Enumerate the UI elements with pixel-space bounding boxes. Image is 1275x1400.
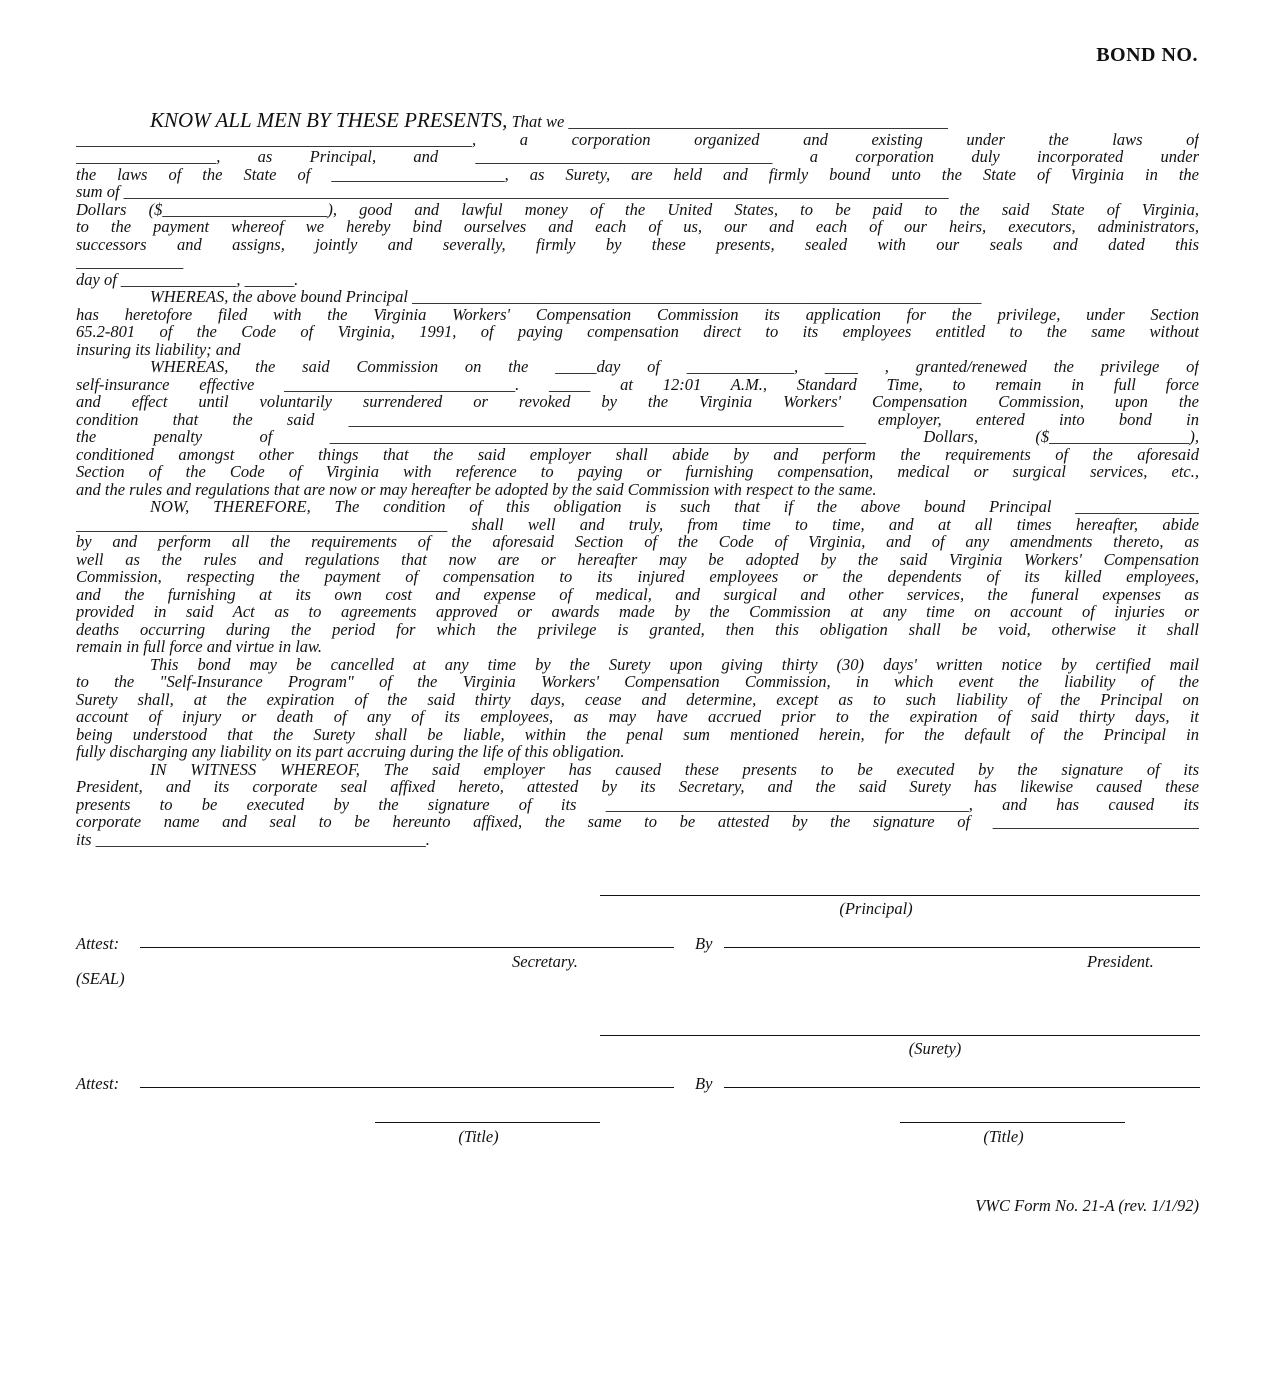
attest-label: Attest: <box>76 934 120 953</box>
body-line: Dollars ($____________________), good and lawful money of the United States, to be paid to the said State of Virginia, <box>76 201 1199 219</box>
attest-signature-line[interactable] <box>140 947 674 948</box>
body-line: has heretofore filed with the Virginia Workers' Compensation Commission its application for the privilege, under Section <box>76 306 1199 324</box>
title-line-right[interactable] <box>900 1122 1125 1123</box>
body-line: _________________, as Principal, and ____________________________________ a corporation duly incorporated under <box>76 148 1199 166</box>
body-line: WHEREAS, the above bound Principal _____________________________________________________________________ <box>150 288 982 306</box>
body-line: self-insurance effective ____________________________. _____ at 12:01 A.M., Standard Time, to remain in full force <box>76 376 1199 394</box>
body-line: ________________________________________________, a corporation organized and existing under the laws of <box>76 131 1199 149</box>
body-line: well as the rules and regulations that now are or hereafter may be adopted by the said Virginia Workers' Compensation <box>76 551 1199 569</box>
body-line: and the furnishing at its own cost and expense of medical, and surgical and other services, the funeral expenses as <box>76 586 1199 604</box>
body-line: to the payment whereof we hereby bind ourselves and each of us, our and each of our heirs, executors, administrators, <box>76 218 1199 236</box>
body-line: its ________________________________________. <box>76 831 430 849</box>
surety-label: (Surety) <box>908 1039 962 1058</box>
body-line: _____________ <box>76 253 184 271</box>
seal-label: (SEAL) <box>76 969 125 988</box>
body-line: IN WITNESS WHEREOF, The said employer has caused these presents to be executed by the signature of its <box>150 761 1199 779</box>
title-label-right: (Title) <box>983 1127 1024 1146</box>
president-label: President. <box>1087 952 1154 971</box>
body-line: Commission, respecting the payment of compensation to its injured employees or the dependents of its killed employees, <box>76 568 1199 586</box>
title-line-left[interactable] <box>375 1122 600 1123</box>
form-number: VWC Form No. 21-A (rev. 1/1/92) <box>975 1196 1199 1215</box>
body-line: by and perform all the requirements of the aforesaid Section of the Code of Virginia, and of any amendments thereto, as <box>76 533 1199 551</box>
body-line: NOW, THEREFORE, The condition of this obligation is such that if the above bound Principal _______________ <box>150 498 1199 516</box>
by-label: By <box>695 1074 713 1093</box>
body-line: corporate name and seal to be hereunto affixed, the same to be attested by the signature of _________________________ <box>76 813 1199 831</box>
body-line: successors and assigns, jointly and severally, firmly by these presents, sealed with our seals and dated this <box>76 236 1199 254</box>
attest-label: Attest: <box>76 1074 120 1093</box>
title-label-left: (Title) <box>458 1127 499 1146</box>
body-line: fully discharging any liability on its part accruing during the life of this obligation. <box>76 743 625 761</box>
body-line: presents to be executed by the signature of its ____________________________________________, and has caused its <box>76 796 1199 814</box>
body-line: This bond may be cancelled at any time by the Surety upon giving thirty (30) days' written notice by certified mail <box>150 656 1199 674</box>
body-line: President, and its corporate seal affixed hereto, attested by its Secretary, and the said Surety has likewise caused these <box>76 778 1199 796</box>
body-line: deaths occurring during the period for which the privilege is granted, then this obligation shall be void, otherwise it shall <box>76 621 1199 639</box>
body-line: conditioned amongst other things that the said employer shall abide by and perform the requirements of the aforesaid <box>76 446 1199 464</box>
body-line: Section of the Code of Virginia with reference to paying or furnishing compensation, medical or surgical services, etc., <box>76 463 1199 481</box>
body-line: WHEREAS, the said Commission on the _____day of _____________, ____ , granted/renewed the privilege of <box>150 358 1199 376</box>
body-line: being understood that the Surety shall be liable, within the penal sum mentioned herein, for the default of the Principal in <box>76 726 1199 744</box>
surety-by-signature-line[interactable] <box>724 1087 1200 1088</box>
body-line: Surety shall, at the expiration of the said thirty days, cease and determine, except as to such liability of the Principal on <box>76 691 1199 709</box>
body-line: insuring its liability; and <box>76 341 241 359</box>
body-line: and the rules and regulations that are now or may hereafter be adopted by the said Commission with respect to the same. <box>76 481 877 499</box>
body-line: _____________________________________________ shall well and truly, from time to time, and at all times hereafter, abide <box>76 516 1199 534</box>
surety-attest-signature-line[interactable] <box>140 1087 674 1088</box>
secretary-label: Secretary. <box>512 952 578 971</box>
body-line: to the "Self-Insurance Program" of the Virginia Workers' Compensation Commission, in which event the liability of the <box>76 673 1199 691</box>
surety-signature-line[interactable] <box>600 1035 1200 1036</box>
bond-number-heading: BOND NO. <box>1096 44 1198 66</box>
body-line: the penalty of _________________________________________________________________ Dollars, ($_________________), <box>76 428 1199 446</box>
body-line: sum of ____________________________________________________________________________________________________ <box>76 183 949 201</box>
know-all-men-heading: KNOW ALL MEN BY THESE PRESENTS, <box>150 109 508 132</box>
body-line: account of injury or death of any of its employees, as may have accrued prior to the expiration of said thirty days, it <box>76 708 1199 726</box>
body-line: and effect until voluntarily surrendered or revoked by the Virginia Workers' Compensation Commission, upon the <box>76 393 1199 411</box>
president-signature-line[interactable] <box>724 947 1200 948</box>
body-line-1 <box>76 109 1199 133</box>
body-line: condition that the said ____________________________________________________________ employer, entered into bond in <box>76 411 1199 429</box>
body-line: day of ______________, ______. <box>76 271 299 289</box>
by-label: By <box>695 934 713 953</box>
principal-label: (Principal) <box>839 899 913 918</box>
body-line: 65.2-801 of the Code of Virginia, 1991, of paying compensation direct to its employees entitled to the same without <box>76 323 1199 341</box>
body-line: the laws of the State of _____________________, as Surety, are held and firmly bound unto the State of Virginia in the <box>76 166 1199 184</box>
that-we-blank: That we ______________________________________________ <box>507 112 948 131</box>
principal-signature-line[interactable] <box>600 895 1200 896</box>
body-line: remain in full force and virtue in law. <box>76 638 322 656</box>
body-line: provided in said Act as to agreements approved or awards made by the Commission at any time on account of injuries or <box>76 603 1199 621</box>
